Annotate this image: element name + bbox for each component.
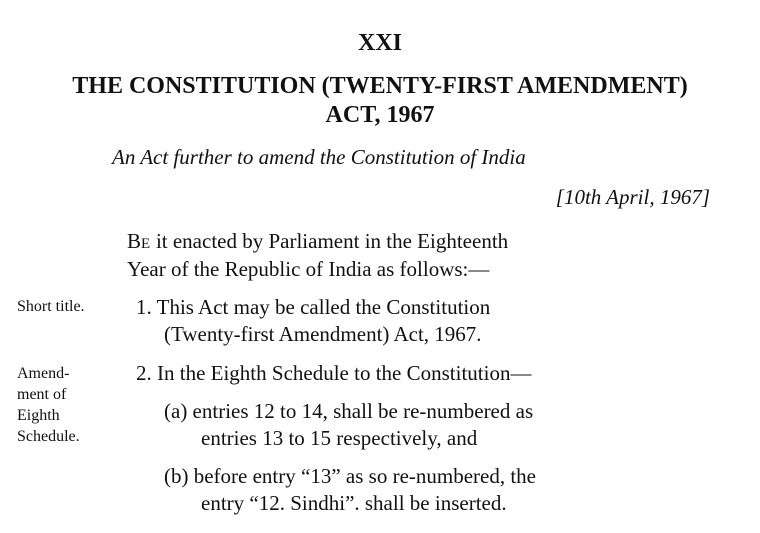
act-title-line-1: THE CONSTITUTION (TWENTY-FIRST AMENDMENT) (72, 73, 688, 99)
clause-b-line-2: entry “12. Sindhi”. shall be inserted. (201, 491, 507, 515)
margin-note-line: ment of (17, 386, 67, 403)
enacting-formula-text: it enacted by Parliament in the Eighteenth (150, 229, 509, 253)
clause-b-line-1: (b) before entry “13” as so re-numbered, the (164, 464, 537, 488)
clause-a-line-1: (a) entries 12 to 14, shall be re-numbered as (164, 399, 534, 423)
enactment-date: [10th April, 1967] (555, 185, 710, 209)
act-number: XXI (357, 30, 402, 56)
act-title-line-2: ACT, 1967 (325, 102, 435, 128)
enacting-formula-line-2: Year of the Republic of India as follows:— (127, 257, 490, 281)
margin-note-amendment (17, 363, 80, 447)
long-title: An Act further to amend the Constitution of India (112, 145, 526, 169)
clause-a-line-2: entries 13 to 15 respectively, and (201, 426, 478, 450)
enacting-initial-small: E (141, 236, 151, 252)
section-1-line-2: (Twenty-first Amendment) Act, 1967. (164, 322, 482, 346)
enacting-initial: B (127, 229, 142, 253)
margin-note-line: Amend- (17, 365, 70, 382)
enacting-formula-line-1 (127, 229, 508, 254)
margin-note-line: Schedule. (17, 428, 80, 445)
section-1-line-1: 1. This Act may be called the Constitution (136, 295, 491, 319)
margin-note-line: Eighth (17, 407, 60, 424)
margin-note-short-title: Short title. (17, 298, 85, 315)
section-2-line-1: 2. In the Eighth Schedule to the Constitution— (136, 361, 532, 385)
